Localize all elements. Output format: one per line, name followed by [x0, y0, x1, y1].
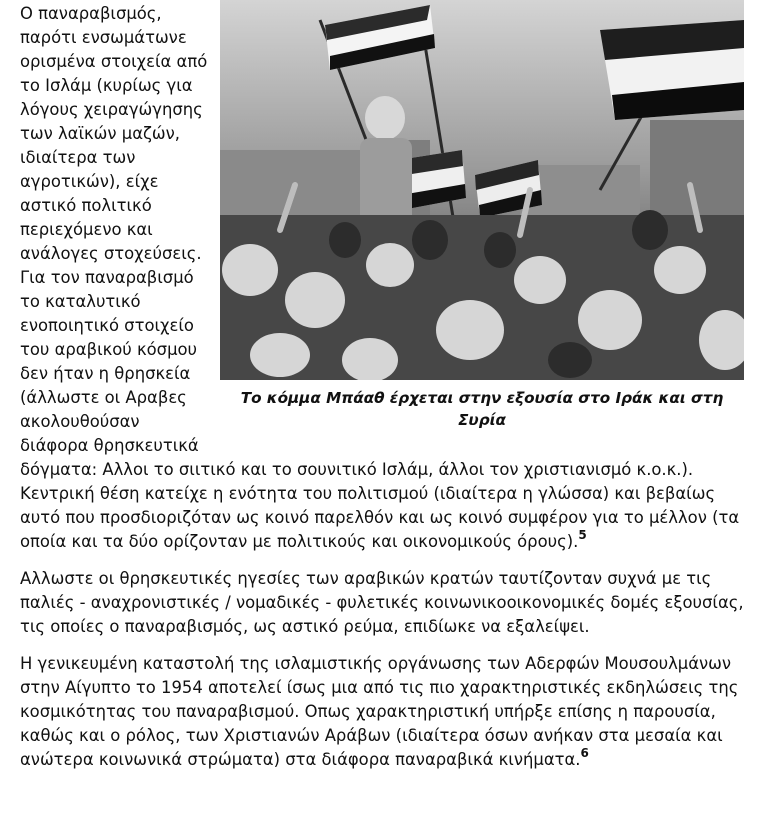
article-body [20, 0, 744, 785]
photo-caption: Το κόμμα Μπάαθ έρχεται στην εξουσία στο Ιράκ και στη Συρία [240, 389, 724, 429]
figure [220, 0, 744, 431]
paragraph-text: Ο παναραβισμός, παρότι ενσωμάτωνε ορισμένα στοιχεία από το Ισλάμ (κυρίως για λόγους χειραγώγησης των λαϊκών μαζών, ιδιαίτερα των αγροτικών), είχε αστικό πολιτικό περιεχόμενο και ανάλογες στοχεύσεις. Για τον παναραβισμό το καταλυτικό ενοποιητικό στοιχείο του αραβικού κόσμου δεν ήταν η θρησκεία (άλλωστε οι Αραβες ακολουθούσαν διάφορα θρησκευτικά δόγματα: Αλλοι το σιιτικό και το σουνιτικό Ισλάμ, άλλοι τον χριστιανισμό κ.ο.κ.). Κεντρική θέση κατείχε η ενότητα του πολιτισμού (ιδιαίτερα η γλώσσα) και βεβαίως αυτό που προσδιοριζόταν ως κοινό παρελθόν και ως κοινό συμφέρον για το μέλλον (τα οποία και τα δύο ορίζονταν με πολιτικούς και οικονομικούς όρους). [20, 4, 740, 551]
paragraph-text: Η γενικευμένη καταστολή της ισλαμιστικής οργάνωσης των Αδερφών Μουσουλμάνων στην Αίγυπτο το 1954 αποτελεί ίσως μια από τις πιο χαρακτηριστικές εκδηλώσεις της κοσμικότητας του παναραβισμού. Οπως χαρακτηριστική υπήρξε επίσης η παρουσία, καθώς και ο ρόλος, των Χριστιανών Αράβων (ιδιαίτερα όσων ανήκαν στα μεσαία και ανώτερα κοινωνικά στρώματα) στα διάφορα παναραβικά κινήματα. [20, 654, 739, 769]
footnote-ref[interactable]: 5 [578, 527, 587, 542]
footnote-ref[interactable]: 6 [580, 745, 589, 760]
paragraph-text: Αλλωστε οι θρησκευτικές ηγεσίες των αραβικών κρατών ταυτίζονταν συχνά με τις παλιές - αναχρονιστικές / νομαδικές - φυλετικές κοινωνικοοικονομικές δομές εξουσίας, τις οποίες ο παναραβισμός, ως αστικό ρεύμα, επιδίωκε να εξαλείψει. [20, 569, 744, 636]
paragraph [20, 652, 744, 772]
historical-photo [220, 0, 744, 380]
paragraph [20, 567, 744, 639]
flag [600, 20, 744, 120]
